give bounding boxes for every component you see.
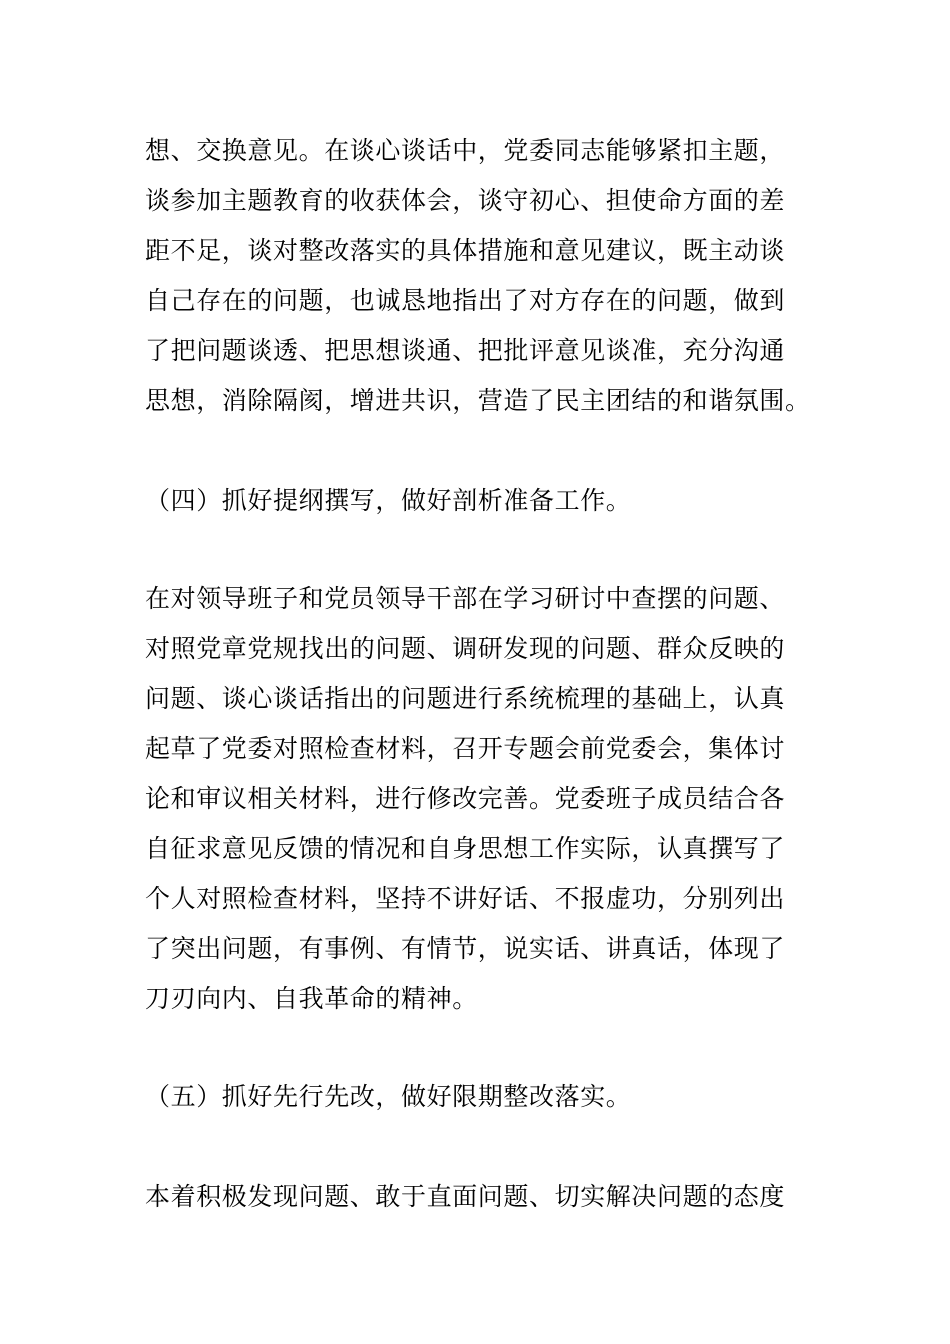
- paragraph-line: 自己存在的问题，也诚恳地指出了对方存在的问题，做到: [145, 286, 786, 315]
- paragraph-line: 了把问题谈透、把思想谈通、把批评意见谈准，充分沟通: [145, 336, 786, 365]
- paragraph-line: 个人对照检查材料，坚持不讲好话、不报虚功，分别列出: [145, 884, 786, 913]
- paragraph-line: 了突出问题，有事例、有情节，说实话、讲真话，体现了: [145, 934, 786, 963]
- paragraph-line: 距不足，谈对整改落实的具体措施和意见建议，既主动谈: [145, 236, 786, 265]
- paragraph-line: 论和审议相关材料，进行修改完善。党委班子成员结合各: [145, 784, 786, 813]
- section-heading: （四）抓好提纲撰写，做好剖析准备工作。: [145, 486, 632, 515]
- section-heading: （五）抓好先行先改，做好限期整改落实。: [145, 1082, 632, 1111]
- paragraph-line: 对照党章党规找出的问题、调研发现的问题、群众反映的: [145, 634, 786, 663]
- paragraph-line: 自征求意见反馈的情况和自身思想工作实际，认真撰写了: [145, 834, 786, 863]
- paragraph-line: 起草了党委对照检查材料，召开专题会前党委会，集体讨: [145, 734, 786, 763]
- paragraph-line: 思想，消除隔阂，增进共识，营造了民主团结的和谐氛围。: [145, 386, 811, 415]
- paragraph-line: 本着积极发现问题、敢于直面问题、切实解决问题的态度: [145, 1182, 786, 1211]
- paragraph-line: 谈参加主题教育的收获体会，谈守初心、担使命方面的差: [145, 186, 786, 215]
- paragraph-line: 想、交换意见。在谈心谈话中，党委同志能够紧扣主题，: [145, 136, 786, 165]
- paragraph-line: 在对领导班子和党员领导干部在学习研讨中查摆的问题、: [145, 584, 786, 613]
- paragraph-line: 刀刃向内、自我革命的精神。: [145, 984, 478, 1013]
- paragraph-line: 问题、谈心谈话指出的问题进行系统梳理的基础上，认真: [145, 684, 786, 713]
